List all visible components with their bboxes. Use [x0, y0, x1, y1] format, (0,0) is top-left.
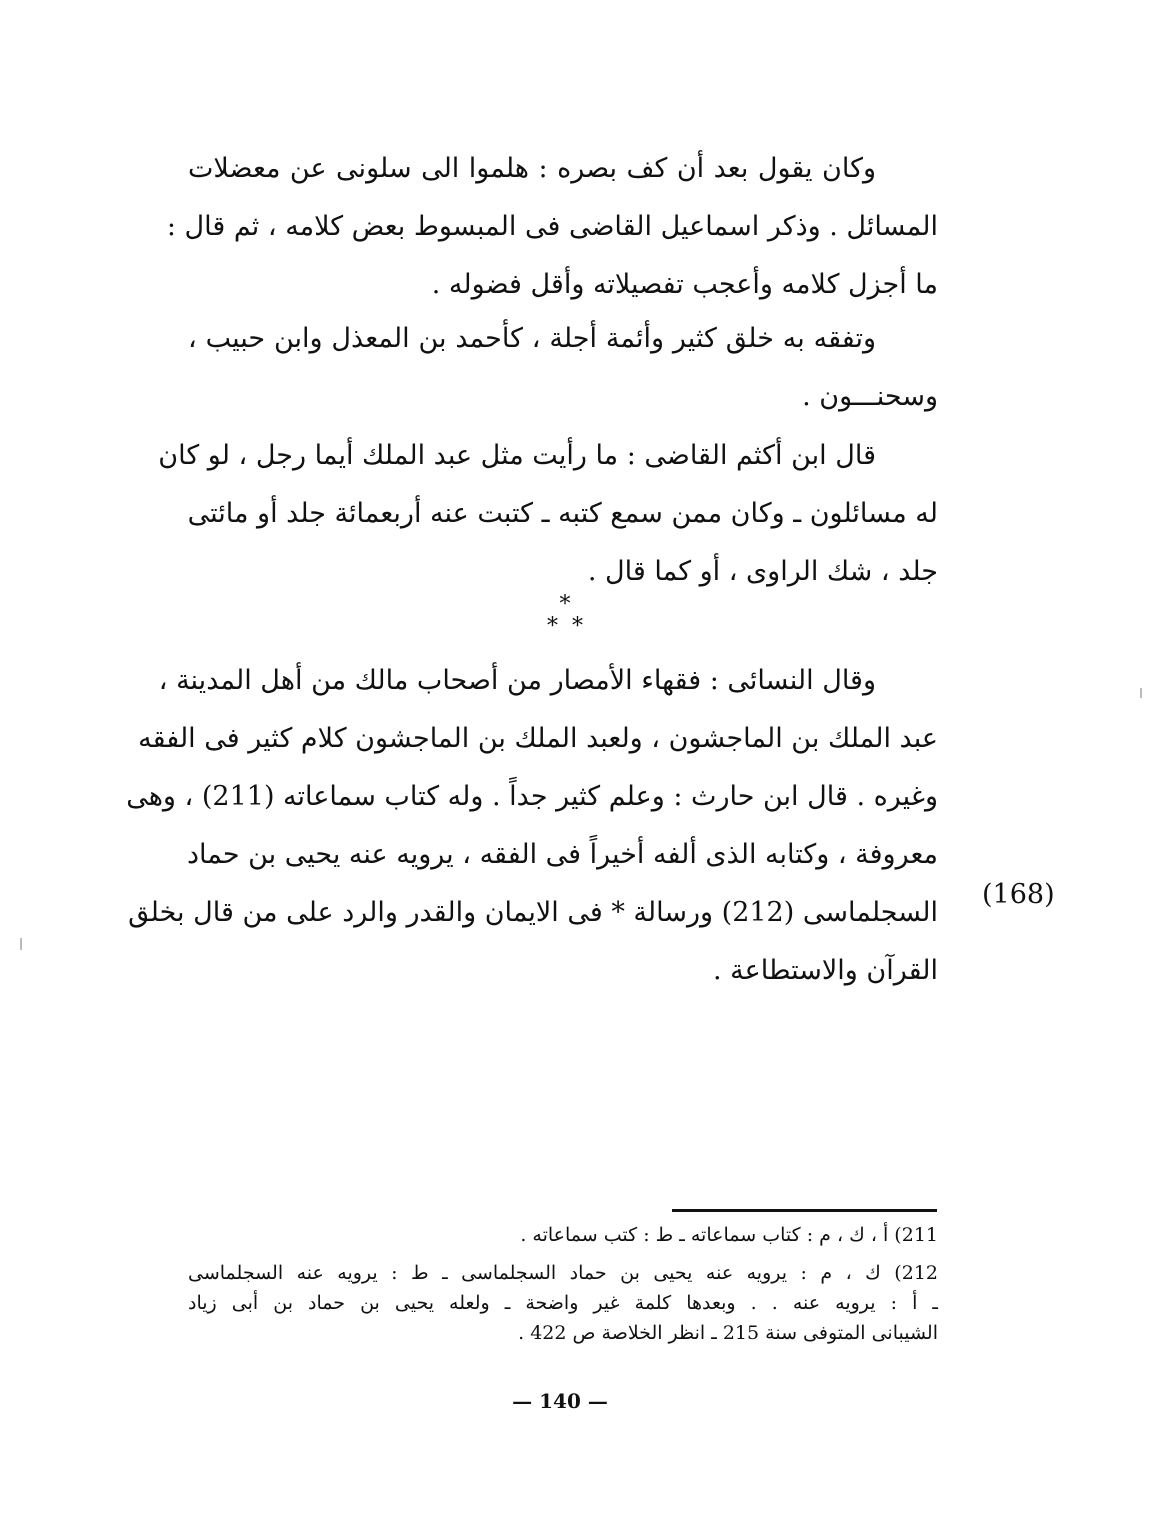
text-line: المسائل . وذكر اسماعيل القاضى فى المبسوط بعض كلامه ، ثم قال : — [166, 211, 938, 242]
footnote-211: 211) أ ، ك ، م : كتاب سماعاته ـ ط : كتب سماعاته . — [520, 1224, 938, 1246]
paragraph-1 — [166, 140, 938, 314]
footnote-212-line: الشيبانى المتوفى سنة 215 ـ انظر الخلاصة ص 422 . — [518, 1322, 938, 1344]
text-line: وغيره . قال ابن حارث : وعلم كثير جداً . وله كتاب سماعاته (211) ، وهى — [126, 781, 938, 812]
text-line: معروفة ، وكتابه الذى ألفه أخيراً فى الفقه ، يرويه عنه يحيى بن حماد — [186, 839, 938, 870]
separator-stars-bottom: ** — [547, 614, 597, 639]
text-line: وكان يقول بعد أن كف بصره : هلموا الى سلونى عن معضلات — [188, 153, 876, 184]
text-line: جلد ، شك الراوى ، أو كما قال . — [587, 556, 938, 587]
paragraph-3 — [158, 427, 938, 601]
scan-speck — [1140, 688, 1142, 698]
footnotes — [188, 1220, 938, 1348]
text-line: ما أجزل كلامه وأعجب تفصيلاته وأقل فضوله . — [431, 269, 938, 300]
separator-star-top: * — [559, 592, 571, 617]
page-number: — 140 — — [512, 1389, 608, 1413]
text-line: السجلماسى (212) ورسالة * فى الايمان والقدر والرد على من قال بخلق — [128, 897, 938, 928]
text-line: وقال النسائى : فقهاء الأمصار من أصحاب مالك من أهل المدينة ، — [158, 665, 876, 696]
paragraph-4 — [126, 652, 938, 1000]
footnote-212-line: ـ أ : يرويه عنه . . وبعدها كلمة غير واضحة ـ ولعله يحيى بن حماد بن أبى زياد — [188, 1292, 938, 1314]
text-line: وتفقه به خلق كثير وأئمة أجلة ، كأحمد بن المعذل وابن حبيب ، — [188, 323, 876, 354]
text-line: له مسائلون ـ وكان ممن سمع كتبه ـ كتبت عنه أربعمائة جلد أو مائتى — [187, 498, 938, 529]
scan-speck — [20, 938, 22, 950]
paragraph-2 — [188, 310, 938, 426]
margin-reference-number: (168) — [982, 879, 1055, 910]
footnote-212-line: 212) ك ، م : يرويه عنه يحيى بن حماد السجلماسى ـ ط : يرويه عنه السجلماسى — [188, 1262, 938, 1284]
text-line: قال ابن أكثم القاضى : ما رأيت مثل عبد الملك أيما رجل ، لو كان — [158, 440, 876, 471]
footnote-divider — [672, 1209, 937, 1212]
section-separator — [520, 594, 610, 638]
text-line: وسحنـــون . — [802, 381, 938, 412]
text-line: عبد الملك بن الماجشون ، ولعبد الملك بن الماجشون كلام كثير فى الفقه — [138, 723, 938, 754]
text-line: القرآن والاستطاعة . — [712, 955, 938, 986]
